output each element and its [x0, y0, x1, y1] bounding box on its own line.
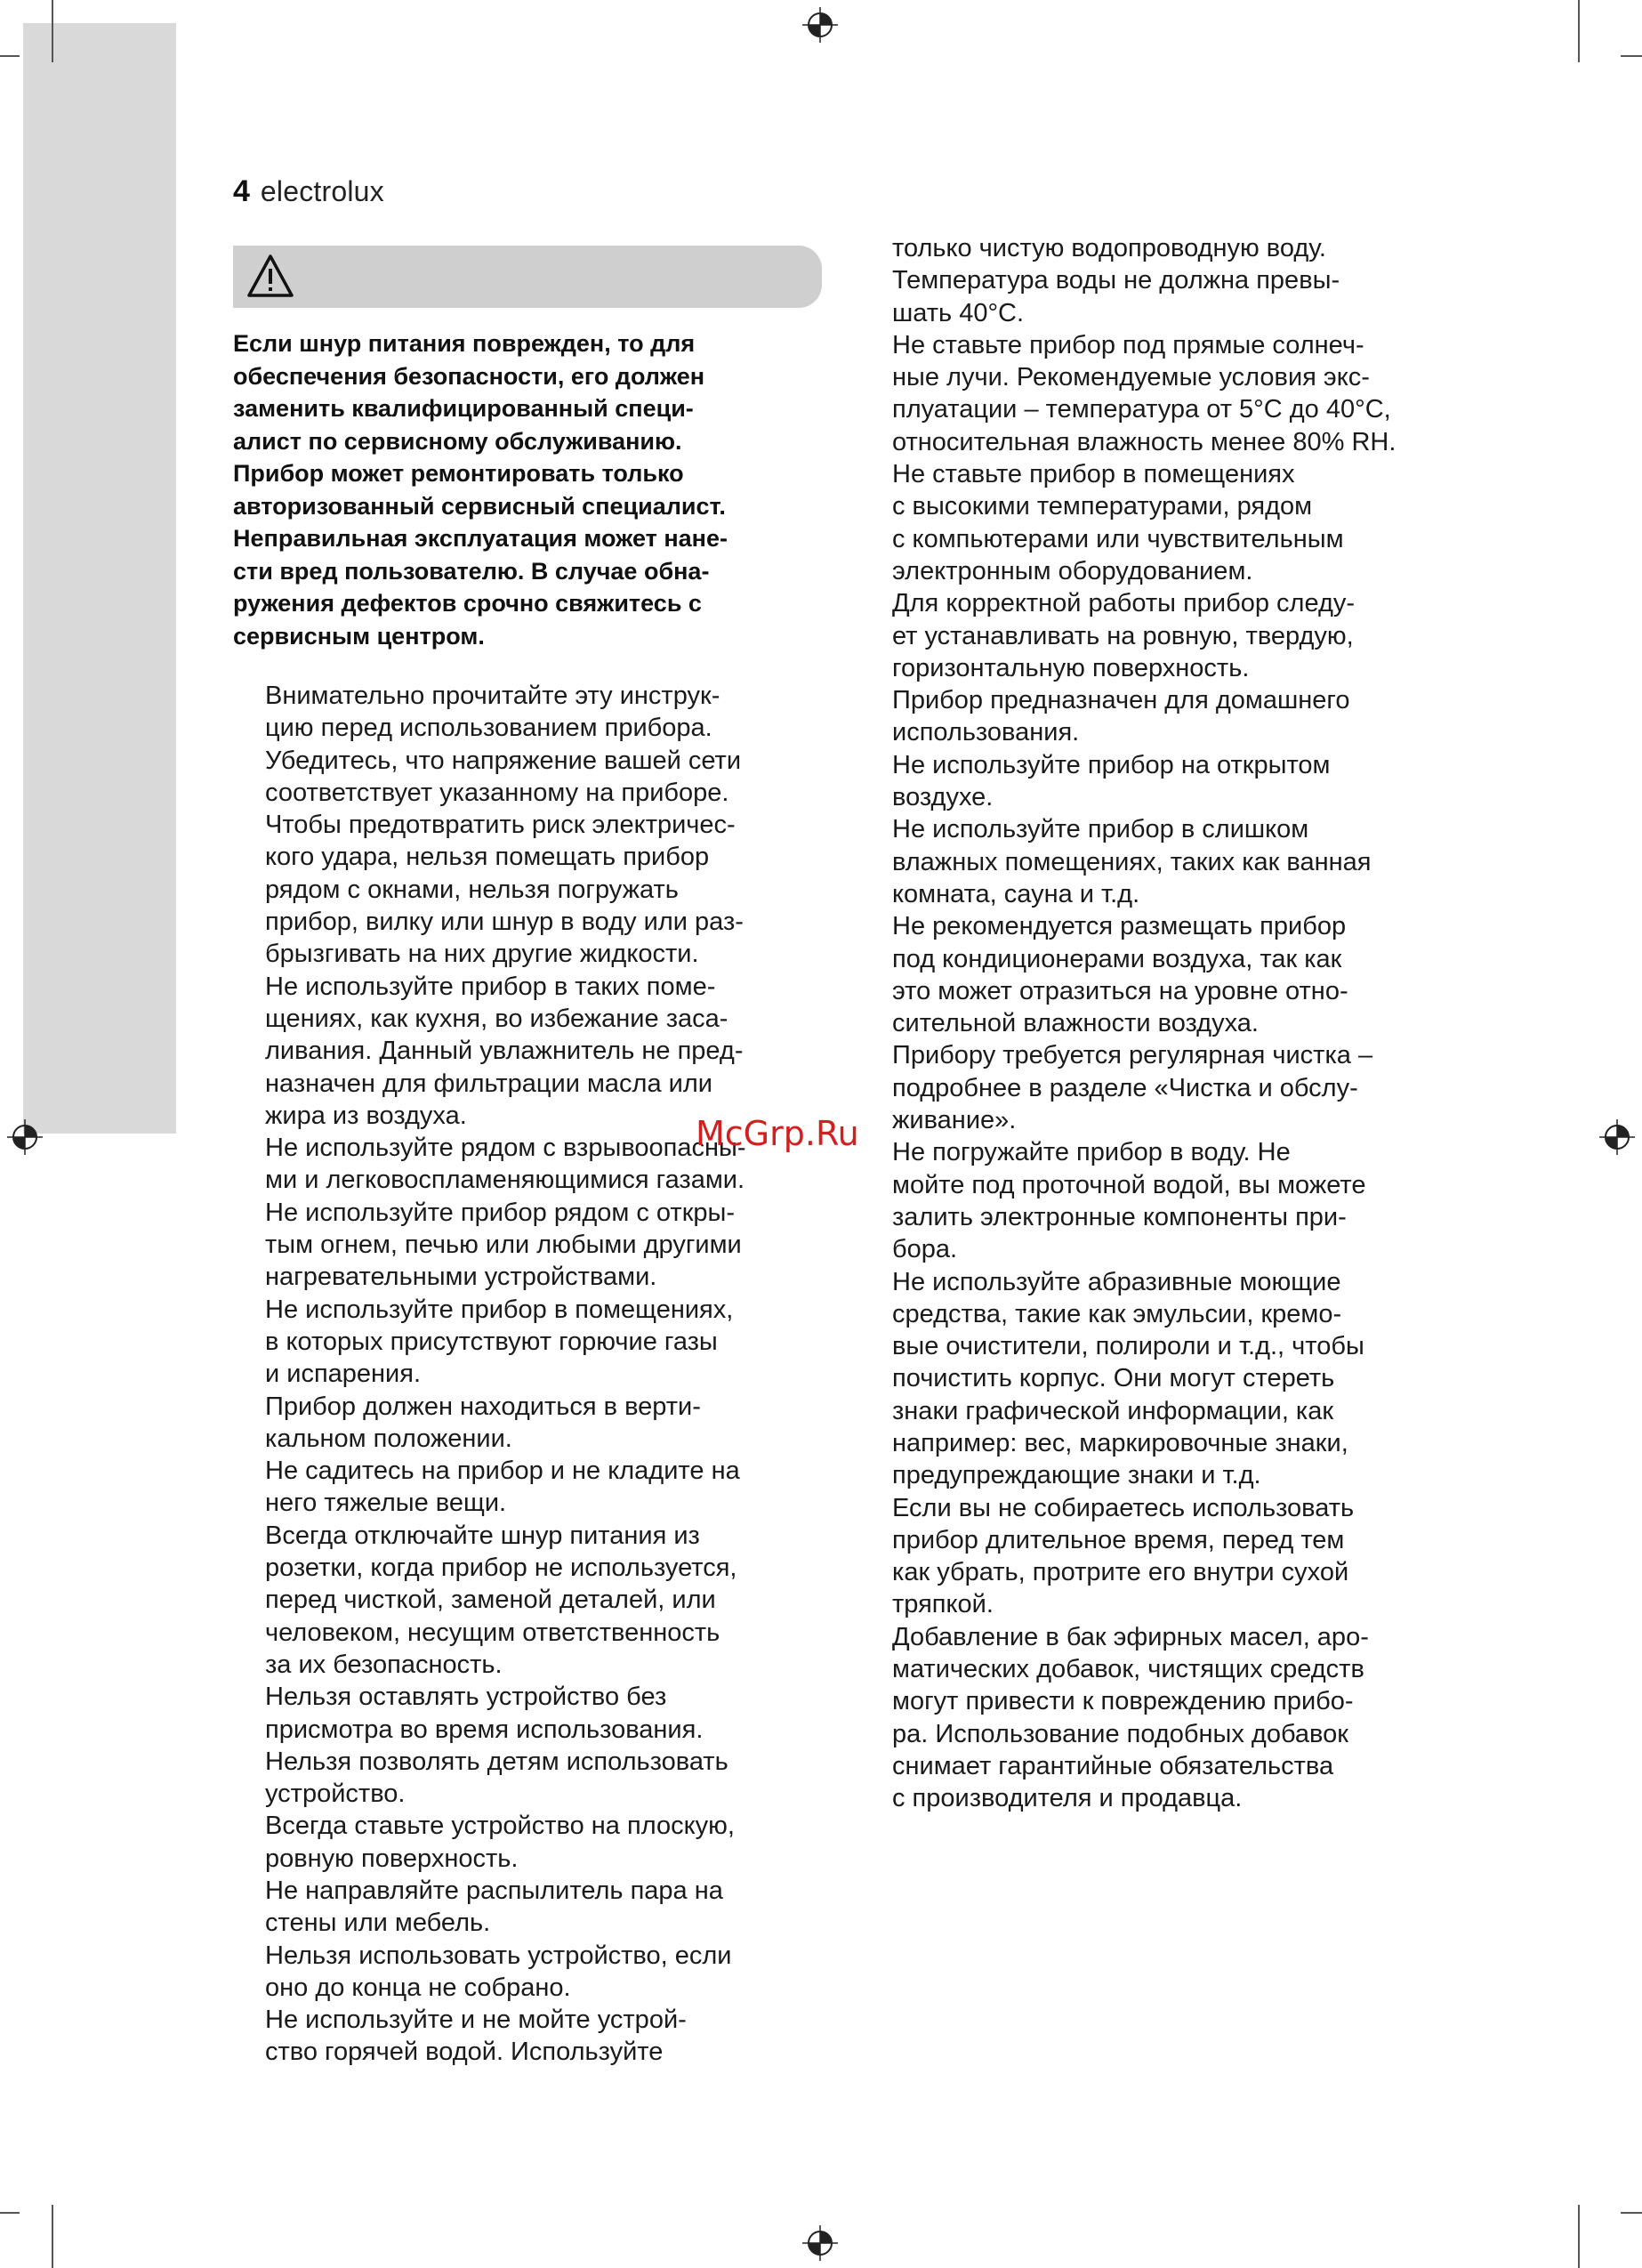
- text-line: предупреждающие знаки и т.д.: [892, 1461, 1261, 1490]
- text-line: с высокими температурами, рядом: [892, 492, 1313, 521]
- text-line: могут привести к повреждению прибо-: [892, 1687, 1354, 1716]
- watermark: McGrp.Ru: [696, 1114, 859, 1153]
- text-line: вые очистители, полироли и т.д., чтобы: [892, 1332, 1364, 1361]
- text-line: Убедитесь, что напряжение вашей сети: [265, 746, 742, 775]
- text-line: почистить корпус. Они могут стереть: [892, 1364, 1335, 1393]
- text-line: тряпкой.: [892, 1590, 994, 1619]
- page-number: 4: [233, 174, 250, 208]
- text-line: Не используйте рядом с взрывоопасны-: [265, 1134, 746, 1163]
- text-line: комната, сауна и т.д.: [892, 879, 1140, 908]
- text-line: авторизованный сервисный специалист.: [233, 492, 726, 520]
- warning-triangle-icon: [245, 253, 295, 299]
- text-line: Не используйте и не мойте устрой-: [265, 2006, 687, 2035]
- text-line: с производителя и продавца.: [892, 1784, 1243, 1813]
- warning-text: [233, 327, 820, 652]
- text-line: сительной влажности воздуха.: [892, 1009, 1259, 1038]
- text-line: ровную поверхность.: [265, 1844, 519, 1873]
- text-line: щениях, как кухня, во избежание заса-: [265, 1004, 728, 1033]
- registration-mark-icon: [802, 7, 838, 43]
- text-line: это может отразиться на уровне отно-: [892, 976, 1348, 1005]
- text-line: Неправильная эксплуатация может нане-: [233, 525, 728, 552]
- text-line: устройство.: [265, 1780, 406, 1809]
- crop-mark: [1578, 2205, 1580, 2268]
- text-line: Добавление в бак эфирных масел, аро-: [892, 1622, 1369, 1651]
- text-line: мойте под проточной водой, вы можете: [892, 1170, 1366, 1199]
- text-line: Прибор может ремонтировать только: [233, 460, 684, 487]
- crop-mark: [0, 55, 20, 57]
- text-line: жира из воздуха.: [265, 1101, 467, 1130]
- text-line: только чистую водопроводную воду.: [892, 234, 1326, 262]
- text-line: прибор, вилку или шнур в воду или раз-: [265, 908, 744, 937]
- text-line: присмотра во время использования.: [265, 1715, 704, 1744]
- crop-mark: [52, 0, 53, 62]
- text-line: Нельзя использовать устройство, если: [265, 1941, 732, 1970]
- text-line: бора.: [892, 1235, 958, 1264]
- crop-mark: [1621, 55, 1642, 57]
- text-line: человеком, несущим ответственность: [265, 1618, 720, 1647]
- text-line: кого удара, нельзя помещать прибор: [265, 843, 710, 872]
- text-line: электронным оборудованием.: [892, 556, 1253, 585]
- text-line: влажных помещениях, таких как ванная: [892, 847, 1372, 876]
- text-line: Если вы не собираетесь использовать: [892, 1493, 1355, 1522]
- text-line: заменить квалифицированный специ-: [233, 395, 694, 422]
- text-line: матических добавок, чистящих средств: [892, 1655, 1364, 1684]
- text-line: ружения дефектов срочно свяжитесь с: [233, 590, 702, 617]
- text-line: Не используйте абразивные моющие: [892, 1267, 1341, 1296]
- page-header: [233, 174, 384, 215]
- text-line: сервисным центром.: [233, 622, 485, 650]
- text-line: как убрать, протрите его внутри сухой: [892, 1558, 1349, 1587]
- text-line: Всегда отключайте шнур питания из: [265, 1521, 700, 1550]
- registration-mark-icon: [802, 2225, 838, 2261]
- text-line: Не используйте прибор в слишком: [892, 815, 1309, 844]
- text-line: прибор длительное время, перед тем: [892, 1525, 1345, 1554]
- text-line: сти вред пользователю. В случае обна-: [233, 557, 710, 585]
- text-line: плуатации – температура от 5°С до 40°С,: [892, 395, 1391, 424]
- registration-mark-icon: [7, 1119, 43, 1155]
- text-line: Температура воды не должна превы-: [892, 266, 1340, 295]
- text-line: ство горячей водой. Используйте: [265, 2038, 664, 2067]
- text-line: Не погружайте прибор в воду. Не: [892, 1138, 1291, 1167]
- text-line: например: вес, маркировочные знаки,: [892, 1428, 1348, 1457]
- text-line: алист по сервисному обслуживанию.: [233, 427, 682, 455]
- text-line: Нельзя оставлять устройство без: [265, 1683, 667, 1712]
- text-line: рядом с окнами, нельзя погружать: [265, 875, 679, 904]
- left-column-text: [265, 680, 834, 2069]
- text-line: Прибору требуется регулярная чистка –: [892, 1041, 1373, 1070]
- text-line: стены или мебель.: [265, 1909, 491, 1938]
- text-line: брызгивать на них другие жидкости.: [265, 940, 699, 969]
- text-line: цию перед использованием прибора.: [265, 714, 712, 743]
- text-line: тым огнем, печью или любыми другими: [265, 1231, 742, 1260]
- text-line: ми и легковоспламеняющимися газами.: [265, 1166, 745, 1195]
- text-line: Не используйте прибор на открытом: [892, 750, 1331, 779]
- text-line: с компьютерами или чувствительным: [892, 524, 1344, 553]
- text-line: использования.: [892, 718, 1080, 747]
- text-line: назначен для фильтрации масла или: [265, 1069, 712, 1098]
- registration-mark-icon: [1599, 1119, 1635, 1155]
- warning-banner: [233, 246, 822, 308]
- text-line: Прибор должен находиться в верти-: [265, 1392, 701, 1421]
- text-line: ет устанавливать на ровную, твердую,: [892, 621, 1354, 650]
- text-line: Не используйте прибор рядом с откры-: [265, 1198, 736, 1227]
- crop-mark: [0, 2212, 20, 2214]
- text-line: знаки графической информации, как: [892, 1396, 1334, 1425]
- text-line: за их безопасность.: [265, 1650, 503, 1679]
- text-line: кальном положении.: [265, 1424, 512, 1453]
- text-line: ливания. Данный увлажнитель не пред-: [265, 1037, 744, 1066]
- text-line: Не используйте прибор в помещениях,: [265, 1295, 734, 1324]
- text-line: Не ставьте прибор в помещениях: [892, 460, 1295, 489]
- text-line: Всегда ставьте устройство на плоскую,: [265, 1812, 735, 1841]
- text-line: в которых присутствуют горючие газы: [265, 1327, 718, 1356]
- side-tab-bar: [23, 23, 176, 1134]
- text-line: Не направляйте распылитель пара на: [265, 1876, 723, 1905]
- text-line: Внимательно прочитайте эту инструк-: [265, 682, 720, 710]
- text-line: Чтобы предотвратить риск электричес-: [265, 811, 736, 840]
- text-line: относительная влажность менее 80% RH.: [892, 427, 1397, 456]
- text-line: Прибор предназначен для домашнего: [892, 686, 1350, 715]
- text-line: нагревательными устройствами.: [265, 1263, 657, 1292]
- text-line: Не ставьте прибор под прямые солнеч-: [892, 330, 1364, 359]
- text-line: и испарения.: [265, 1360, 422, 1389]
- text-line: ные лучи. Рекомендуемые условия экс-: [892, 363, 1370, 392]
- text-line: средства, такие как эмульсии, кремо-: [892, 1299, 1342, 1328]
- text-line: Не используйте прибор в таких поме-: [265, 972, 716, 1001]
- text-line: него тяжелые вещи.: [265, 1489, 507, 1518]
- brand-name: electrolux: [260, 175, 384, 207]
- text-line: воздухе.: [892, 783, 994, 812]
- text-line: живание».: [892, 1106, 1017, 1135]
- text-line: оно до конца не собрано.: [265, 1973, 571, 2002]
- text-line: розетки, когда прибор не используется,: [265, 1554, 737, 1583]
- text-line: ра. Использование подобных добавок: [892, 1719, 1348, 1748]
- text-line: Для корректной работы прибор следу-: [892, 589, 1356, 618]
- crop-mark: [1621, 2212, 1642, 2214]
- text-line: снимает гарантийные обязательства: [892, 1751, 1334, 1780]
- text-line: горизонтальную поверхность.: [892, 653, 1250, 682]
- text-line: подробнее в разделе «Чистка и обслу-: [892, 1073, 1358, 1102]
- text-line: под кондиционерами воздуха, так как: [892, 944, 1342, 973]
- right-column-text: [892, 232, 1461, 1815]
- text-line: соответствует указанному на приборе.: [265, 778, 729, 807]
- text-line: Не садитесь на прибор и не кладите на: [265, 1457, 740, 1486]
- text-line: Нельзя позволять детям использовать: [265, 1747, 728, 1776]
- text-line: Не рекомендуется размещать прибор: [892, 912, 1347, 941]
- crop-mark: [1578, 0, 1580, 62]
- text-line: Если шнур питания поврежден, то для: [233, 330, 696, 357]
- text-line: залить электронные компоненты при-: [892, 1202, 1347, 1231]
- crop-mark: [52, 2205, 53, 2268]
- text-line: шать 40°С.: [892, 298, 1025, 327]
- text-line: перед чисткой, заменой деталей, или: [265, 1586, 716, 1615]
- text-line: обеспечения безопасности, его должен: [233, 362, 705, 390]
